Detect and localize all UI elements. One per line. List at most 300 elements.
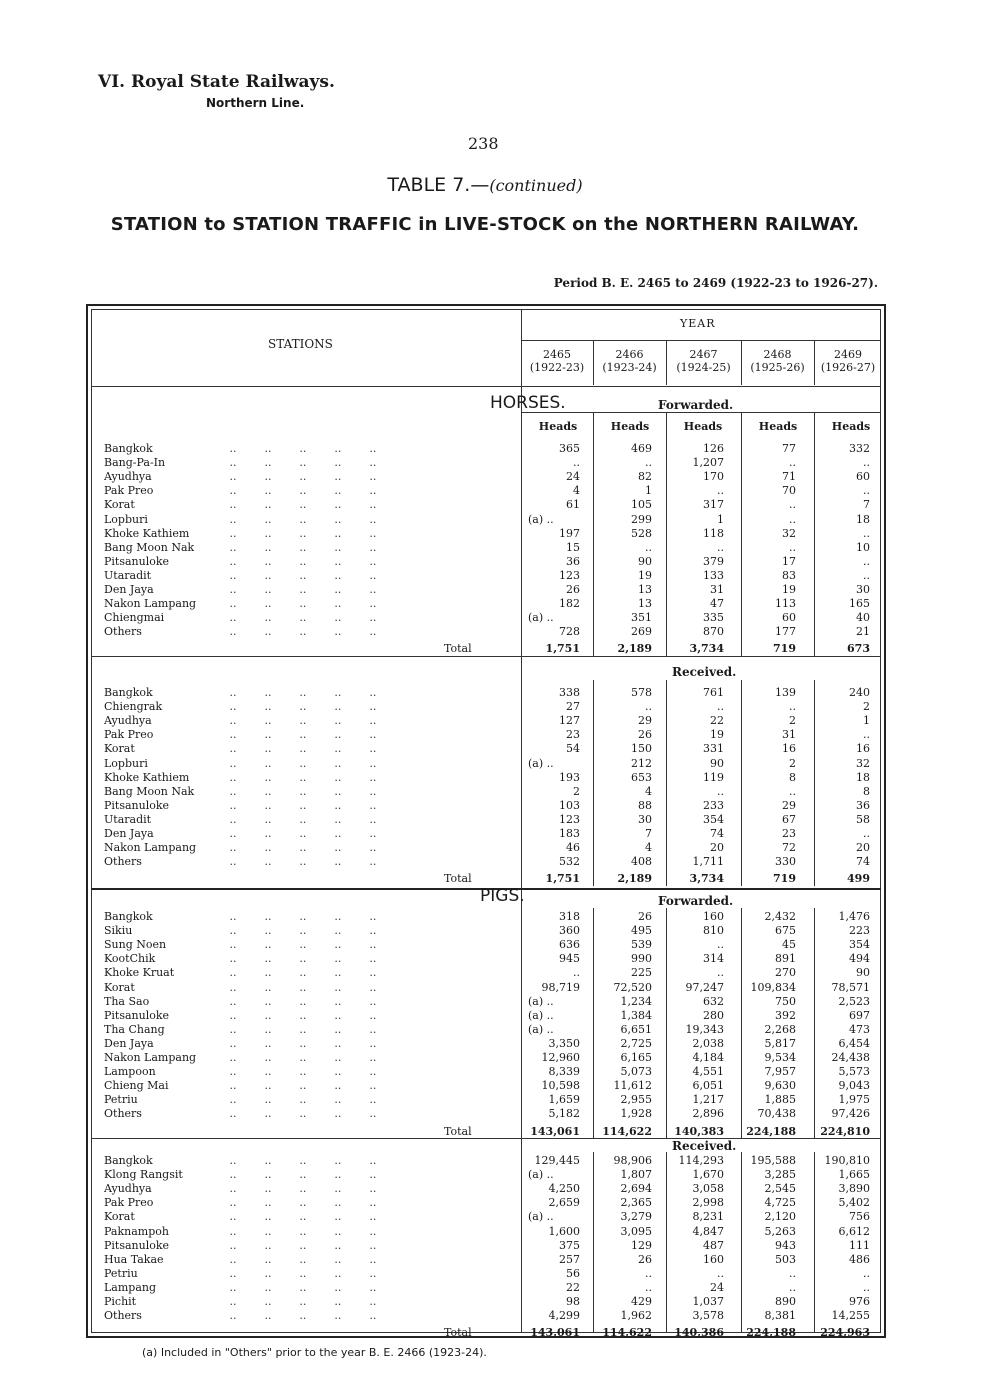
cell-value: 890 bbox=[775, 1295, 796, 1308]
cell-value: 299 bbox=[631, 512, 652, 526]
leader-dots: .. .. .. .. .. bbox=[226, 966, 377, 980]
unit-heads: Heads bbox=[610, 420, 650, 433]
cell-value: 26 bbox=[638, 910, 652, 923]
cell-value: 26 bbox=[566, 583, 580, 596]
cell-value: 36 bbox=[566, 554, 580, 568]
cell-value: 728 bbox=[559, 625, 580, 639]
leader-dots: .. .. .. .. .. bbox=[226, 611, 377, 625]
cell-value: 13 bbox=[638, 597, 652, 611]
cell-value: 30 bbox=[856, 583, 870, 596]
station-name: Bangkok bbox=[104, 910, 153, 923]
table-row bbox=[104, 1107, 880, 1121]
cell-value: 140,383 bbox=[674, 1124, 724, 1138]
footnote-marker: (a) .. bbox=[528, 994, 554, 1008]
cell-value: 1,659 bbox=[548, 1093, 580, 1107]
cell-value: 335 bbox=[703, 611, 724, 625]
table-row bbox=[104, 771, 880, 785]
leader-dots: .. .. .. .. .. bbox=[226, 728, 377, 742]
station-name: Bangkok bbox=[104, 442, 153, 455]
cell-value: 31 bbox=[710, 583, 724, 596]
cell-value: 429 bbox=[631, 1295, 652, 1308]
cell-value: 697 bbox=[849, 1008, 870, 1022]
period-label: Period B. E. 2465 to 2469 (1922-23 to 1926-27). bbox=[553, 276, 878, 290]
table-row bbox=[104, 728, 880, 742]
cell-value: 126 bbox=[703, 442, 724, 455]
leader-dots: .. .. .. .. .. bbox=[226, 1266, 377, 1280]
station-name: Den Jaya bbox=[104, 1036, 154, 1050]
cell-value: 11,612 bbox=[613, 1079, 652, 1093]
pigs-section-title: PIGS. bbox=[480, 886, 525, 906]
cell-value: 2,365 bbox=[620, 1196, 652, 1210]
cell-value: 77 bbox=[782, 442, 796, 455]
station-name: KootChik bbox=[104, 952, 156, 966]
leader-dots: .. .. .. .. .. bbox=[226, 714, 377, 728]
cell-value: 1,670 bbox=[692, 1168, 724, 1182]
table-row bbox=[104, 484, 880, 498]
station-name: Petriu bbox=[104, 1093, 138, 1107]
cell-value: 9,630 bbox=[764, 1079, 796, 1093]
station-name: Khoke Kruat bbox=[104, 966, 175, 980]
year-be: 2465 bbox=[543, 348, 571, 361]
cell-value: 3,279 bbox=[620, 1210, 652, 1224]
station-name: Pak Preo bbox=[104, 1196, 154, 1210]
cell-value: 143,061 bbox=[530, 1124, 580, 1138]
station-name: Others bbox=[104, 855, 142, 869]
leader-dots: .. .. .. .. .. bbox=[226, 526, 377, 540]
cell-value: 486 bbox=[849, 1252, 870, 1266]
cell-value: 1 bbox=[863, 714, 870, 728]
cell-value: 891 bbox=[775, 952, 796, 966]
year-rule bbox=[521, 340, 881, 341]
cell-value: 1,207 bbox=[692, 456, 724, 470]
cell-value: 3,285 bbox=[764, 1168, 796, 1182]
table-row bbox=[104, 1182, 880, 1196]
cell-value: 190,810 bbox=[824, 1154, 870, 1167]
cell-value: 503 bbox=[775, 1252, 796, 1266]
cell-value: 5,817 bbox=[764, 1036, 796, 1050]
footnote-marker: (a) .. bbox=[528, 1008, 554, 1022]
cell-value: 47 bbox=[710, 597, 724, 611]
horses-received-label: Received. bbox=[672, 665, 737, 679]
cell-value: .. bbox=[863, 484, 870, 498]
station-name: Nakon Lampang bbox=[104, 597, 197, 611]
table-row bbox=[104, 1023, 880, 1037]
cell-value: 114,622 bbox=[602, 1326, 652, 1340]
cell-value: 532 bbox=[559, 855, 580, 869]
cell-value: 17 bbox=[782, 554, 796, 568]
cell-value: 1,384 bbox=[620, 1008, 652, 1022]
cell-value: 314 bbox=[703, 952, 724, 966]
cell-value: 88 bbox=[638, 798, 652, 812]
station-name: Pitsanuloke bbox=[104, 798, 170, 812]
cell-value: 70 bbox=[782, 484, 796, 498]
cell-value: 2 bbox=[789, 756, 796, 770]
cell-value: .. bbox=[863, 554, 870, 568]
table-row bbox=[104, 625, 880, 639]
table-row bbox=[104, 813, 880, 827]
table-row bbox=[104, 785, 880, 799]
cell-value: 98 bbox=[566, 1295, 580, 1308]
cell-value: 578 bbox=[631, 686, 652, 699]
cell-value: 10 bbox=[856, 540, 870, 554]
cell-value: 78,571 bbox=[831, 980, 870, 994]
cell-value: 810 bbox=[703, 924, 724, 938]
line-subheading: Northern Line. bbox=[206, 96, 305, 110]
cell-value: .. bbox=[645, 1266, 652, 1280]
leader-dots: .. .. .. .. .. bbox=[226, 770, 377, 784]
cell-value: 22 bbox=[710, 714, 724, 728]
station-name: Korat bbox=[104, 742, 135, 756]
station-name: Others bbox=[104, 625, 142, 639]
station-name: Bang-Pa-In bbox=[104, 456, 166, 470]
pigs-forwarded-label: Forwarded. bbox=[658, 894, 734, 908]
table-row bbox=[104, 498, 880, 512]
cell-value: 45 bbox=[782, 938, 796, 952]
cell-value: .. bbox=[863, 568, 870, 582]
cell-value: 143,061 bbox=[530, 1326, 580, 1340]
leader-dots: .. .. .. .. .. bbox=[226, 512, 377, 526]
horses-section-title: HORSES. bbox=[490, 393, 566, 413]
cell-value: 2 bbox=[863, 700, 870, 714]
leader-dots: .. .. .. .. .. bbox=[226, 1154, 377, 1167]
cell-value: 4 bbox=[573, 484, 580, 498]
cell-value: 354 bbox=[703, 812, 724, 826]
subsection-rule bbox=[521, 412, 881, 413]
station-name: Pichit bbox=[104, 1295, 137, 1308]
cell-value: 19 bbox=[638, 568, 652, 582]
leader-dots: .. .. .. .. .. bbox=[226, 686, 377, 699]
table-row bbox=[104, 742, 880, 756]
cell-value: 673 bbox=[847, 642, 870, 656]
cell-value: 2,694 bbox=[620, 1182, 652, 1196]
cell-value: 18 bbox=[856, 770, 870, 784]
footnote-marker: (a) .. bbox=[528, 1168, 554, 1182]
cell-value: 2,432 bbox=[764, 910, 796, 923]
table-row bbox=[104, 1168, 880, 1182]
station-name: Pitsanuloke bbox=[104, 1008, 170, 1022]
year-header-2468 bbox=[742, 348, 813, 374]
cell-value: 2,955 bbox=[620, 1093, 652, 1107]
leader-dots: .. .. .. .. .. bbox=[226, 1210, 377, 1224]
cell-value: 26 bbox=[638, 1252, 652, 1266]
leader-dots: .. .. .. .. .. bbox=[226, 784, 377, 798]
cell-value: 2,545 bbox=[764, 1182, 796, 1196]
station-name: Lampoon bbox=[104, 1065, 156, 1079]
cell-value: 3,734 bbox=[689, 872, 724, 886]
station-name: Paknampoh bbox=[104, 1224, 169, 1238]
cell-value: 318 bbox=[559, 910, 580, 923]
page-number: 238 bbox=[468, 134, 499, 153]
cell-value: 1,600 bbox=[548, 1224, 580, 1238]
leader-dots: .. .. .. .. .. bbox=[226, 1280, 377, 1294]
table-row bbox=[104, 555, 880, 569]
cell-value: 632 bbox=[703, 994, 724, 1008]
cell-value: 870 bbox=[703, 625, 724, 639]
table-row bbox=[104, 995, 880, 1009]
year-ad: (1922-23) bbox=[529, 361, 585, 374]
leader-dots: .. .. .. .. .. bbox=[226, 568, 377, 582]
cell-value: 224,963 bbox=[820, 1326, 870, 1340]
cell-value: 56 bbox=[566, 1266, 580, 1280]
table-row bbox=[104, 910, 880, 924]
cell-value: 10,598 bbox=[541, 1079, 580, 1093]
cell-value: 29 bbox=[782, 798, 796, 812]
cell-value: 160 bbox=[703, 910, 724, 923]
cell-value: 360 bbox=[559, 924, 580, 938]
cell-value: 24,438 bbox=[831, 1051, 870, 1064]
cell-value: 90 bbox=[856, 966, 870, 980]
cell-value: 2,120 bbox=[764, 1210, 796, 1224]
table-row bbox=[104, 1009, 880, 1023]
cell-value: 4 bbox=[645, 841, 652, 855]
station-name: Den Jaya bbox=[104, 827, 154, 840]
cell-value: 7 bbox=[645, 827, 652, 840]
cell-value: .. bbox=[645, 1280, 652, 1294]
cell-value: 74 bbox=[856, 855, 870, 869]
cell-value: 139 bbox=[775, 686, 796, 699]
leader-dots: .. .. .. .. .. bbox=[226, 1065, 377, 1079]
table-title-continued: (continued) bbox=[489, 176, 583, 195]
table-row bbox=[104, 470, 880, 484]
cell-value: 19,343 bbox=[685, 1022, 724, 1036]
unit-heads: Heads bbox=[538, 420, 578, 433]
cell-value: 2,523 bbox=[838, 994, 870, 1008]
leader-dots: .. .. .. .. .. bbox=[226, 554, 377, 568]
cell-value: 224,188 bbox=[746, 1326, 796, 1340]
cell-value: 19 bbox=[710, 728, 724, 742]
station-name: Sung Noen bbox=[104, 938, 167, 952]
leader-dots: .. .. .. .. .. bbox=[226, 827, 377, 840]
cell-value: 60 bbox=[782, 611, 796, 625]
cell-value: 761 bbox=[703, 686, 724, 699]
leader-dots: .. .. .. .. .. bbox=[226, 841, 377, 855]
cell-value: .. bbox=[789, 512, 796, 526]
cell-value: 90 bbox=[638, 554, 652, 568]
cell-value: 118 bbox=[703, 526, 724, 540]
year-be: 2468 bbox=[763, 348, 792, 361]
cell-value: 32 bbox=[782, 526, 796, 540]
table-row bbox=[104, 981, 880, 995]
table-row bbox=[104, 1079, 880, 1093]
cell-value: 7,957 bbox=[764, 1065, 796, 1079]
cell-value: 23 bbox=[566, 728, 580, 742]
cell-value: 19 bbox=[782, 583, 796, 596]
table-row bbox=[104, 827, 880, 841]
cell-value: 13 bbox=[638, 583, 652, 596]
table-row bbox=[104, 1051, 880, 1065]
table-row bbox=[104, 456, 880, 470]
cell-value: 224,188 bbox=[746, 1124, 796, 1138]
year-header-2465 bbox=[522, 348, 592, 374]
cell-value: 499 bbox=[847, 872, 870, 886]
cell-value: .. bbox=[573, 966, 580, 980]
cell-value: 2 bbox=[789, 714, 796, 728]
leader-dots: .. .. .. .. .. bbox=[226, 456, 377, 470]
cell-value: 375 bbox=[559, 1238, 580, 1252]
cell-value: 30 bbox=[638, 812, 652, 826]
cell-value: 212 bbox=[631, 756, 652, 770]
cell-value: 8,339 bbox=[548, 1065, 580, 1079]
station-name: Khoke Kathiem bbox=[104, 770, 190, 784]
station-name: Korat bbox=[104, 498, 135, 512]
cell-value: .. bbox=[717, 966, 724, 980]
cell-value: 6,051 bbox=[692, 1079, 724, 1093]
table-title-label: TABLE 7.— bbox=[387, 174, 490, 196]
cell-value: 82 bbox=[638, 470, 652, 484]
station-name: Others bbox=[104, 1309, 142, 1323]
cell-value: .. bbox=[717, 1266, 724, 1280]
station-name: Pitsanuloke bbox=[104, 554, 170, 568]
cell-value: 2,725 bbox=[620, 1036, 652, 1050]
table-row bbox=[104, 714, 880, 728]
leader-dots: .. .. .. .. .. bbox=[226, 1051, 377, 1064]
year-ad: (1925-26) bbox=[750, 361, 805, 374]
total-row bbox=[104, 1326, 880, 1340]
cell-value: 8,381 bbox=[764, 1309, 796, 1323]
footnote-marker: (a) .. bbox=[528, 1022, 554, 1036]
cell-value: .. bbox=[645, 700, 652, 714]
cell-value: 1,751 bbox=[545, 642, 580, 656]
cell-value: 392 bbox=[775, 1008, 796, 1022]
cell-value: 111 bbox=[849, 1238, 870, 1252]
cell-value: .. bbox=[717, 540, 724, 554]
table-row bbox=[104, 966, 880, 980]
cell-value: 280 bbox=[703, 1008, 724, 1022]
station-name: Tha Sao bbox=[104, 994, 150, 1008]
station-name: Ayudhya bbox=[104, 470, 152, 484]
cell-value: 332 bbox=[849, 442, 870, 455]
cell-value: .. bbox=[789, 456, 796, 470]
cell-value: 105 bbox=[631, 498, 652, 512]
cell-value: 4,725 bbox=[764, 1196, 796, 1210]
cell-value: 165 bbox=[849, 597, 870, 611]
table-row bbox=[104, 757, 880, 771]
cell-value: 365 bbox=[559, 442, 580, 455]
cell-value: 97,247 bbox=[685, 980, 724, 994]
cell-value: 119 bbox=[703, 770, 724, 784]
cell-value: 1,217 bbox=[692, 1093, 724, 1107]
cell-value: 1,665 bbox=[838, 1168, 870, 1182]
cell-value: 494 bbox=[849, 952, 870, 966]
leader-dots: .. .. .. .. .. bbox=[226, 700, 377, 714]
year-header-2467 bbox=[667, 348, 740, 374]
station-name: Lampang bbox=[104, 1280, 157, 1294]
cell-value: 127 bbox=[559, 714, 580, 728]
unit-heads: Heads bbox=[683, 420, 723, 433]
cell-value: .. bbox=[789, 1266, 796, 1280]
table-row bbox=[104, 686, 880, 700]
leader-dots: .. .. .. .. .. bbox=[226, 583, 377, 596]
table-row bbox=[104, 1281, 880, 1295]
cell-value: 61 bbox=[566, 498, 580, 512]
station-name: Nakon Lampang bbox=[104, 1051, 197, 1064]
cell-value: 2,896 bbox=[692, 1107, 724, 1121]
cell-value: .. bbox=[717, 938, 724, 952]
leader-dots: .. .. .. .. .. bbox=[226, 625, 377, 639]
cell-value: 7 bbox=[863, 498, 870, 512]
cell-value: 1,037 bbox=[692, 1295, 724, 1308]
year-column-header: YEAR bbox=[680, 317, 716, 330]
cell-value: .. bbox=[789, 540, 796, 554]
leader-dots: .. .. .. .. .. bbox=[226, 812, 377, 826]
cell-value: 46 bbox=[566, 841, 580, 855]
cell-value: 1,928 bbox=[620, 1107, 652, 1121]
year-ad: (1926-27) bbox=[820, 361, 876, 374]
cell-value: 98,906 bbox=[613, 1154, 652, 1167]
cell-value: 269 bbox=[631, 625, 652, 639]
cell-value: 54 bbox=[566, 742, 580, 756]
cell-value: 4 bbox=[645, 784, 652, 798]
cell-value: 70,438 bbox=[757, 1107, 796, 1121]
cell-value: 4,250 bbox=[548, 1182, 580, 1196]
cell-value: 170 bbox=[703, 470, 724, 484]
cell-value: 18 bbox=[856, 512, 870, 526]
cell-value: 539 bbox=[631, 938, 652, 952]
cell-value: 653 bbox=[631, 770, 652, 784]
table-row bbox=[104, 1154, 880, 1168]
cell-value: 2,659 bbox=[548, 1196, 580, 1210]
cell-value: 177 bbox=[775, 625, 796, 639]
year-be: 2467 bbox=[689, 348, 718, 361]
cell-value: 990 bbox=[631, 952, 652, 966]
station-name: Lopburi bbox=[104, 512, 148, 526]
cell-value: 270 bbox=[775, 966, 796, 980]
cell-value: 756 bbox=[849, 1210, 870, 1224]
cell-value: 5,573 bbox=[838, 1065, 870, 1079]
station-name: Sikiu bbox=[104, 924, 133, 938]
cell-value: 83 bbox=[782, 568, 796, 582]
station-name: Khoke Kathiem bbox=[104, 526, 190, 540]
leader-dots: .. .. .. .. .. bbox=[226, 442, 377, 455]
cell-value: 719 bbox=[773, 872, 796, 886]
table-row bbox=[104, 841, 880, 855]
cell-value: 2 bbox=[573, 784, 580, 798]
station-name: Tha Chang bbox=[104, 1022, 165, 1036]
station-name: Nakon Lampang bbox=[104, 841, 197, 855]
cell-value: .. bbox=[645, 456, 652, 470]
cell-value: 1,751 bbox=[545, 872, 580, 886]
leader-dots: .. .. .. .. .. bbox=[226, 1182, 377, 1196]
table-row bbox=[104, 855, 880, 869]
cell-value: 103 bbox=[559, 798, 580, 812]
leader-dots: .. .. .. .. .. bbox=[226, 1309, 377, 1323]
cell-value: 8 bbox=[789, 770, 796, 784]
cell-value: 719 bbox=[773, 642, 796, 656]
cell-value: .. bbox=[717, 784, 724, 798]
cell-value: 473 bbox=[849, 1022, 870, 1036]
cell-value: 129,445 bbox=[534, 1154, 580, 1167]
cell-value: 1 bbox=[645, 484, 652, 498]
total-row bbox=[104, 642, 880, 656]
leader-dots: .. .. .. .. .. bbox=[226, 1036, 377, 1050]
leader-dots: .. .. .. .. .. bbox=[226, 742, 377, 756]
table-title bbox=[0, 174, 970, 196]
station-name: Utaradit bbox=[104, 568, 152, 582]
total-label: Total bbox=[444, 642, 472, 656]
cell-value: 3,578 bbox=[692, 1309, 724, 1323]
cell-value: 8,231 bbox=[692, 1210, 724, 1224]
cell-value: .. bbox=[863, 526, 870, 540]
station-name: Lopburi bbox=[104, 756, 148, 770]
cell-value: 6,454 bbox=[838, 1036, 870, 1050]
cell-value: 9,534 bbox=[764, 1051, 796, 1064]
cell-value: 90 bbox=[710, 756, 724, 770]
cell-value: 16 bbox=[782, 742, 796, 756]
cell-value: 183 bbox=[559, 827, 580, 840]
cell-value: 12,960 bbox=[541, 1051, 580, 1064]
cell-value: 40 bbox=[856, 611, 870, 625]
table-row bbox=[104, 938, 880, 952]
